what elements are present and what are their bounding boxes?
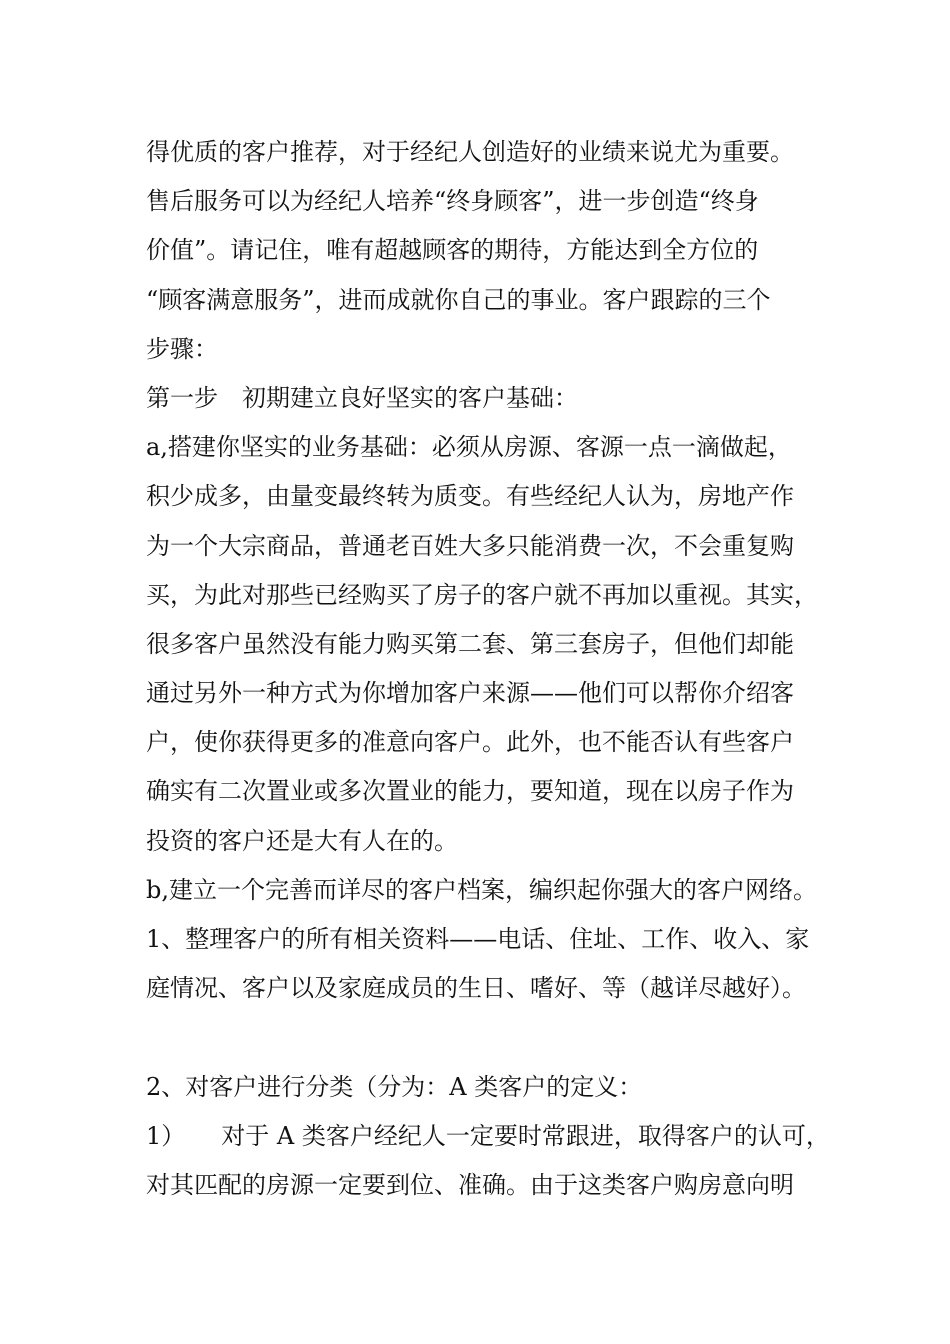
text-line: 得优质的客户推荐，对于经纪人创造好的业绩来说尤为重要。: [146, 138, 794, 166]
text-line: 积少成多，由量变最终转为质变。有些经纪人认为，房地产作: [146, 482, 794, 511]
text-line: 2、对客户进行分类（分为：A 类客户的定义：: [146, 1072, 643, 1101]
text-line: 确实有二次置业或多次置业的能力，要知道，现在以房子作为: [146, 777, 794, 806]
blank-line: [146, 1013, 826, 1062]
text-line: 售后服务可以为经纪人培养“终身顾客”，进一步创造“终身: [146, 187, 759, 216]
text-line: 投资的客户还是大有人在的。: [146, 826, 458, 855]
text-line: a,搭建你坚实的业务基础：必须从房源、客源一点一滴做起，: [146, 433, 792, 462]
text-line: 很多客户虽然没有能力购买第二套、第三套房子，但他们却能: [146, 629, 794, 658]
step-heading: 第一步 初期建立良好坚实的客户基础：: [146, 383, 578, 412]
text-line: “顾客满意服务”，进而成就你自己的事业。客户跟踪的三个: [146, 285, 771, 314]
text-line: 为一个大宗商品，普通老百姓大多只能消费一次，不会重复购: [146, 531, 794, 560]
text-line: 买，为此对那些已经购买了房子的客户就不再加以重视。其实，: [146, 580, 818, 609]
text-line: 1） 对于 A 类客户经纪人一定要时常跟进，取得客户的认可，: [146, 1121, 830, 1150]
text-line: 价值”。请记住，唯有超越顾客的期待，方能达到全方位的: [146, 236, 759, 265]
text-line: 户，使你获得更多的准意向客户。此外，也不能否认有些客户: [146, 728, 794, 757]
text-line: 庭情况、客户以及家庭成员的生日、嗜好、等（越详尽越好）。: [146, 974, 806, 1003]
text-line: b,建立一个完善而详尽的客户档案，编织起你强大的客户网络。: [146, 875, 817, 904]
text-line: 通过另外一种方式为你增加客户来源——他们可以帮你介绍客: [146, 679, 794, 708]
body-text: [146, 128, 830, 1210]
text-line: 对其匹配的房源一定要到位、准确。由于这类客户购房意向明: [146, 1170, 794, 1199]
text-line: 步骤：: [146, 334, 218, 363]
text-line: 1、整理客户的所有相关资料——电话、住址、工作、收入、家: [146, 925, 810, 953]
